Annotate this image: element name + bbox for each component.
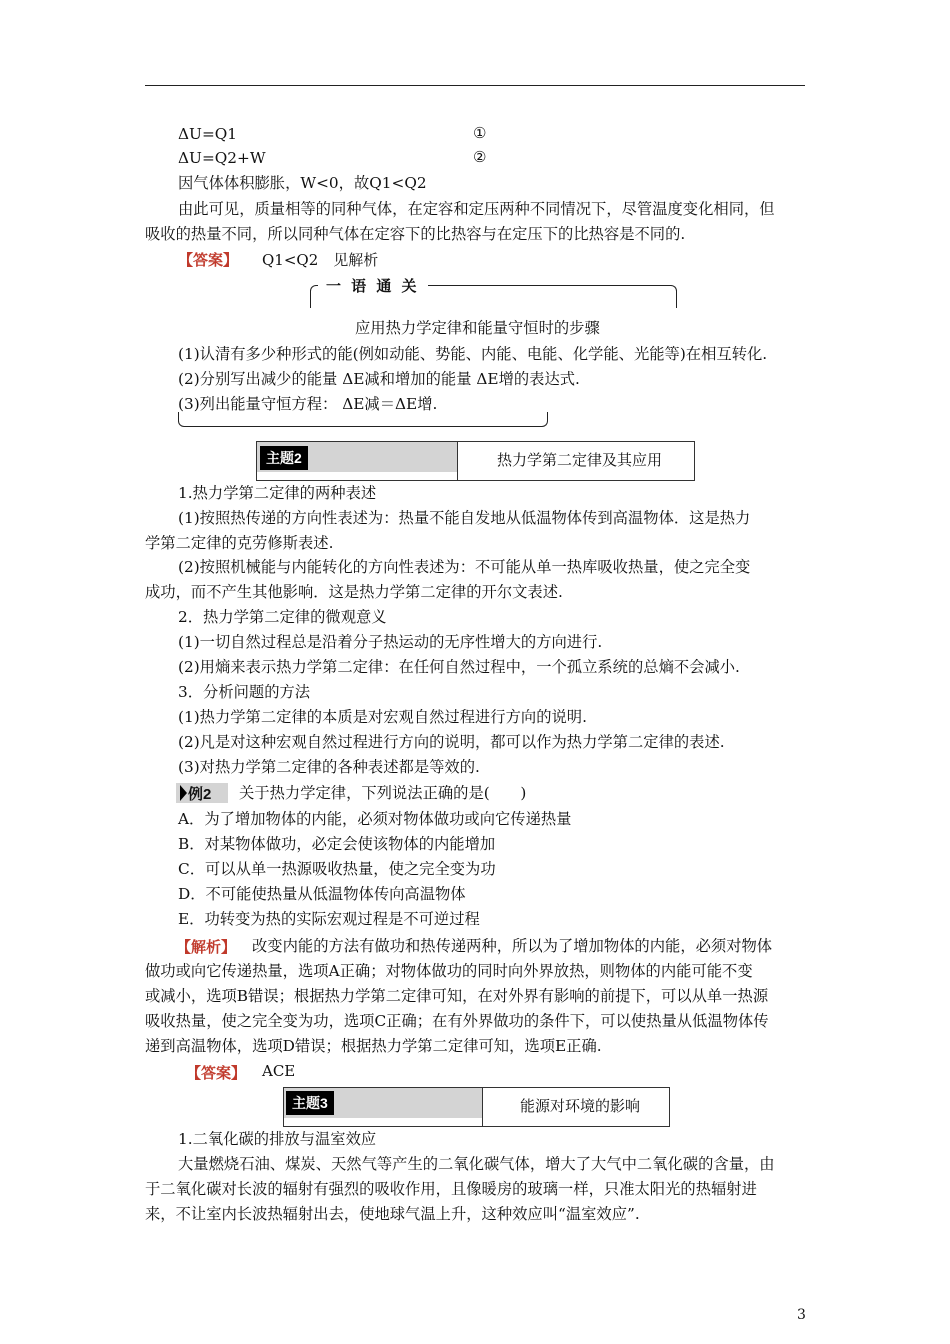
topic3-title: 能源对环境的影响 [520, 1097, 641, 1115]
topic2-header-divider [457, 442, 458, 480]
header-rule [145, 85, 805, 86]
equation-1-number: ① [473, 124, 487, 142]
example-question: 关于热力学定律，下列说法正确的是( ) [239, 784, 527, 802]
answer2-text: ACE [262, 1062, 296, 1080]
t2-line-5: 成功，而不产生其他影响．这是热力学第二定律的开尔文表述. [145, 583, 563, 601]
analysis-line-4: 吸收热量，使之完全变为功，选项C正确；在有外界做功的条件下，可以使热量从低温物体传 [145, 1012, 769, 1030]
example-tag: 例2 [188, 786, 212, 803]
t3-line-4: 来，不让室内长波热辐射出去，使地球气温上升，这种效应叫“温室效应”. [145, 1205, 640, 1223]
summary-item-1: (1)认清有多少种形式的能(例如动能、势能、内能、电能、化学能、光能等)在相互转化. [178, 345, 768, 363]
paragraph-conclusion-line1: 由此可见，质量相等的同种气体，在定容和定压两种不同情况下，尽管温度变化相同，但 [178, 200, 775, 218]
answer-text: Q1<Q2 见解析 [262, 251, 379, 269]
equation-2-number: ② [473, 148, 487, 166]
t2-line-10: (1)热力学第二定律的本质是对宏观自然过程进行方向的说明. [178, 708, 587, 726]
t2-line-6: 2．热力学第二定律的微观意义 [178, 608, 387, 626]
t3-line-1: 1.二氧化碳的排放与温室效应 [178, 1130, 377, 1148]
topic2-title: 热力学第二定律及其应用 [497, 451, 663, 469]
summary-box-title: 一 语 通 关 [318, 275, 428, 296]
analysis-line-1: 改变内能的方法有做功和热传递两种，所以为了增加物体的内能，必须对物体 [252, 937, 773, 955]
t2-line-9: 3．分析问题的方法 [178, 683, 311, 701]
option-c: C．可以从单一热源吸收热量，使之完全变为功 [178, 860, 496, 878]
paragraph-conclusion-line2: 吸收的热量不同，所以同种气体在定容下的比热容与在定压下的比热容是不同的. [145, 225, 686, 243]
topic3-tag: 主题3 [286, 1091, 334, 1115]
topic3-header-divider [482, 1088, 483, 1126]
analysis-line-2: 做功或向它传递热量，选项A正确；对物体做功的同时向外界放热，则物体的内能可能不变 [145, 962, 753, 980]
answer2-label: 【答案】 [186, 1064, 247, 1082]
option-d: D．不可能使热量从低温物体传向高温物体 [178, 885, 466, 903]
t2-line-2: (1)按照热传递的方向性表述为：热量不能自发地从低温物体传到高温物体．这是热力 [178, 509, 751, 527]
option-e: E．功转变为热的实际宏观过程是不可逆过程 [178, 910, 480, 928]
t3-line-3: 于二氧化碳对长波的辐射有强烈的吸收作用，且像暖房的玻璃一样，只准太阳光的热辐射进 [145, 1180, 757, 1198]
paragraph-volume: 因气体体积膨胀，W<0，故Q1<Q2 [178, 174, 427, 192]
analysis-line-5: 递到高温物体，选项D错误；根据热力学第二定律可知，选项E正确. [145, 1037, 602, 1055]
topic2-tag: 主题2 [260, 446, 308, 470]
t2-line-8: (2)用熵来表示热力学第二定律：在任何自然过程中，一个孤立系统的总熵不会减小. [178, 658, 740, 676]
summary-box-subtitle: 应用热力学定律和能量守恒时的步骤 [355, 319, 600, 337]
t2-line-7: (1)一切自然过程总是沿着分子热运动的无序性增大的方向进行. [178, 633, 603, 651]
answer-label: 【答案】 [178, 251, 239, 269]
t2-line-1: 1.热力学第二定律的两种表述 [178, 484, 377, 502]
t2-line-12: (3)对热力学第二定律的各种表述都是等效的. [178, 758, 480, 776]
t3-line-2: 大量燃烧石油、煤炭、天然气等产生的二氧化碳气体，增大了大气中二氧化碳的含量，由 [178, 1155, 775, 1173]
t2-line-3: 学第二定律的克劳修斯表述. [145, 534, 334, 552]
analysis-label: 【解析】 [176, 938, 237, 956]
option-a: A．为了增加物体的内能，必须对物体做功或向它传递热量 [178, 810, 572, 828]
equation-2: ΔU=Q2+W [178, 149, 266, 167]
summary-box-bottom-frame [178, 412, 548, 427]
analysis-line-3: 或减小，选项B错误；根据热力学第二定律可知，在对外界有影响的前提下，可以从单一热源 [145, 987, 769, 1005]
equation-1: ΔU=Q1 [178, 125, 238, 143]
example-arrow-icon [180, 785, 187, 801]
summary-item-3: (3)列出能量守恒方程： ΔE减＝ΔE增. [178, 395, 438, 413]
option-b: B．对某物体做功，必定会使该物体的内能增加 [178, 835, 496, 853]
t2-line-11: (2)凡是对这种宏观自然过程进行方向的说明，都可以作为热力学第二定律的表述. [178, 733, 725, 751]
summary-item-2: (2)分别写出减少的能量 ΔE减和增加的能量 ΔE增的表达式. [178, 370, 580, 388]
page-number: 3 [797, 1307, 806, 1323]
t2-line-4: (2)按照机械能与内能转化的方向性表述为：不可能从单一热库吸收热量，使之完全变 [178, 558, 751, 576]
